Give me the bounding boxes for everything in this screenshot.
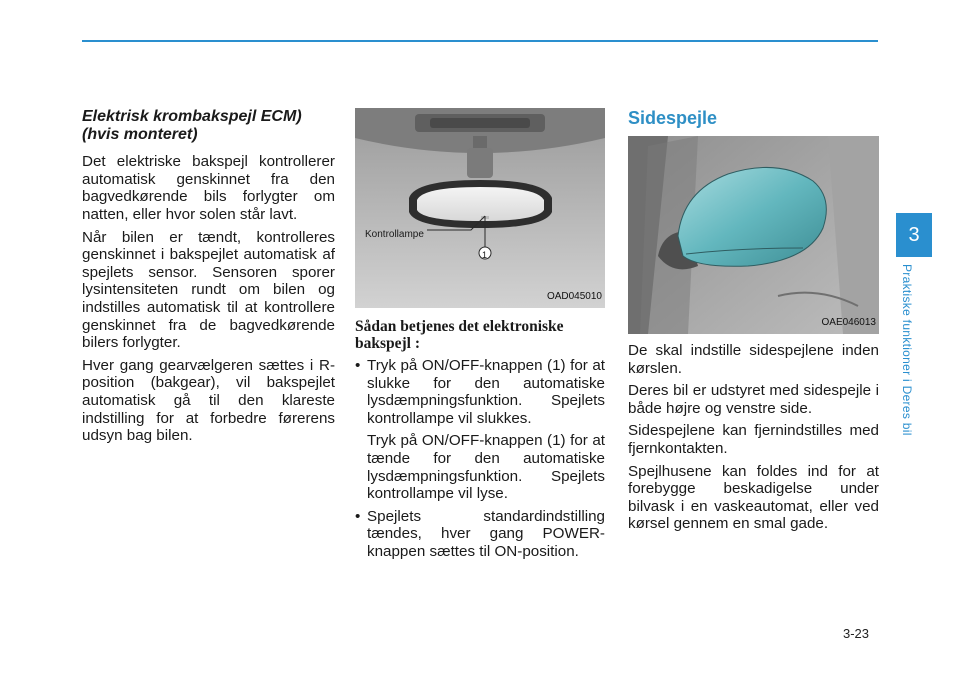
column-ecm-mirror (82, 108, 335, 450)
bullet-item: • Tryk på ON/OFF-knappen (1) for at slukke for den automatiske lysdæmpningsfunktion. Spejlets kontrollampe vil slukkes. (355, 357, 605, 427)
ecm-paragraph: Hver gang gearvælgeren sættes i R-position (bakgear), vil bakspejlet automatisk gå til den klareste indstilling for at forbedre førerens udsyn bag bilen. (82, 356, 335, 445)
figure-code: OAD045010 (546, 291, 602, 303)
ecm-paragraph: Når bilen er tændt, kontrolleres genskinnet i bakspejlet automatisk af spejlets sensor. Sensoren sporer lysintensiteten rundt om bilen og indstilles automatisk til at kontrollere genskinnet fra de bagvedkørende bilers forlygter. (82, 228, 335, 352)
side-mirror-paragraph: De skal indstille sidespejlene inden kørslen. (628, 342, 879, 377)
ecm-heading (82, 108, 335, 143)
chapter-title: Praktiske funktioner i Deres bil (900, 264, 914, 436)
ecm-heading-line2: (hvis monteret) (82, 125, 198, 143)
side-mirror-figure (628, 136, 879, 334)
side-mirror-paragraph: Sidespejlene kan fjernindstilles med fjernkontakten. (628, 422, 879, 457)
operation-heading (355, 318, 605, 352)
operation-heading-line1: Sådan betjenes det elektroniske (355, 318, 564, 335)
rearview-mirror-figure (355, 108, 605, 308)
bullet-item: • Spejlets standardindstilling tændes, hver gang POWER-knappen sættes til ON-position. (355, 508, 605, 561)
header-rule (82, 40, 878, 42)
bullet-continuation: Tryk på ON/OFF-knappen (1) for at tænde for den automatiske lysdæmpningsfunktion. Spejlets kontrollampe vil lyse. (367, 432, 605, 503)
column-side-mirrors (628, 108, 879, 538)
section-title: Sidespejle (628, 108, 718, 128)
ecm-heading-line1: Elektrisk krombakspejl ECM) (82, 108, 302, 125)
side-mirror-paragraph: Spejlhusene kan foldes ind for at forebygge beskadigelse under bilvask i en vaskeautomat, eller ved kørsel gennem en smal gade. (628, 462, 879, 533)
operation-heading-line2: bakspejl : (355, 335, 421, 352)
chapter-tab: 3 (896, 213, 932, 257)
side-mirror-paragraph: Deres bil er udstyret med sidespejle i både højre og venstre side. (628, 382, 879, 417)
figure-code: OAE046013 (821, 317, 876, 329)
rearview-mirror-illustration (355, 108, 605, 308)
page-number: 3-23 (843, 626, 870, 641)
ecm-paragraph: Det elektriske bakspejl kontrollerer automatisk genskinnet fra den bagvedkørende bils forlygter om natten, eller hvor solen står lavt. (82, 153, 335, 223)
callout-number: 1 (482, 250, 488, 260)
side-mirror-illustration (628, 136, 879, 334)
callout-label: Kontrollampe (365, 229, 424, 240)
column-operation (355, 108, 605, 566)
